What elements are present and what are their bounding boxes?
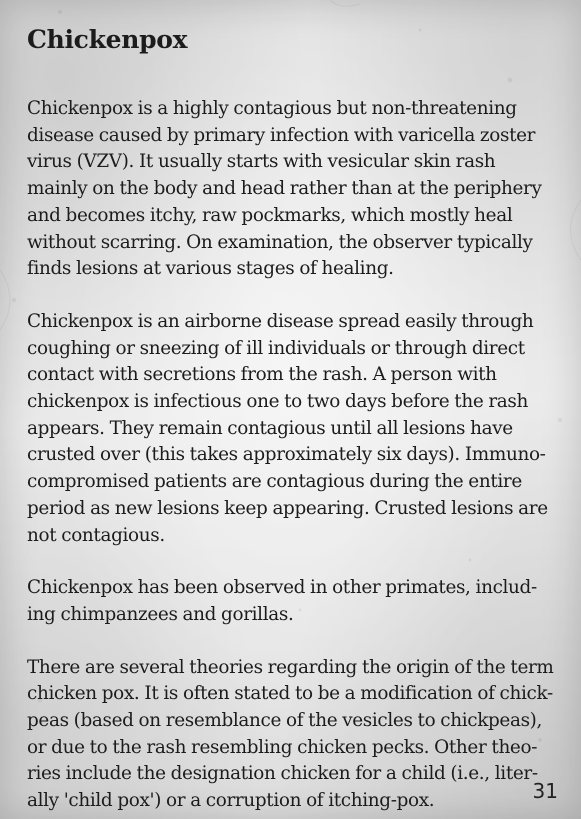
text-line: not contagious. [27, 524, 165, 546]
text-line: coughing or sneezing of ill individuals or through direct [27, 337, 525, 359]
paragraph-1 [27, 96, 557, 283]
text-line: peas (based on resemblance of the vesicles to chickpeas), [27, 710, 542, 732]
text-line: contact with secretions from the rash. A person with [27, 364, 497, 386]
text-line: mainly on the body and head rather than at the periphery [27, 178, 542, 200]
text-line: ally 'child pox') or a corruption of itching-pox. [27, 790, 435, 812]
text-line: ing chimpanzees and gorillas. [27, 603, 294, 625]
page-number: 31 [532, 779, 558, 803]
text-line: ries include the designation chicken for a child (i.e., liter- [27, 763, 538, 785]
text-line: Chickenpox has been observed in other primates, includ- [27, 577, 537, 599]
text-line: compromised patients are contagious during the entire [27, 471, 522, 493]
text-line: chickenpox is infectious one to two days before the rash [27, 391, 528, 413]
text-line: and becomes itchy, raw pockmarks, which mostly heal [27, 204, 513, 226]
text-line: virus (VZV). It usually starts with vesicular skin rash [27, 151, 496, 173]
text-line: or due to the rash resembling chicken pecks. Other theo- [27, 736, 538, 758]
document-title: Chickenpox [27, 25, 188, 54]
text-line: Chickenpox is an airborne disease spread easily through [27, 310, 534, 332]
text-line: disease caused by primary infection with varicella zoster [27, 124, 536, 146]
text-line: crusted over (this takes approximately six days). Immuno- [27, 444, 546, 466]
text-line: chicken pox. It is often stated to be a modification of chick- [27, 683, 553, 705]
text-line: appears. They remain contagious until all lesions have [27, 417, 513, 439]
text-line: period as new lesions keep appearing. Crusted lesions are [27, 497, 548, 519]
paragraph-3 [27, 575, 557, 628]
text-line: finds lesions at various stages of healing. [27, 258, 394, 280]
text-line: without scarring. On examination, the observer typically [27, 231, 533, 253]
paragraph-2 [27, 309, 557, 549]
document-content [27, 22, 557, 819]
text-line: Chickenpox is a highly contagious but non-threatening [27, 98, 517, 119]
text-line: There are several theories regarding the origin of the term [27, 656, 554, 678]
paragraph-4 [27, 655, 557, 815]
